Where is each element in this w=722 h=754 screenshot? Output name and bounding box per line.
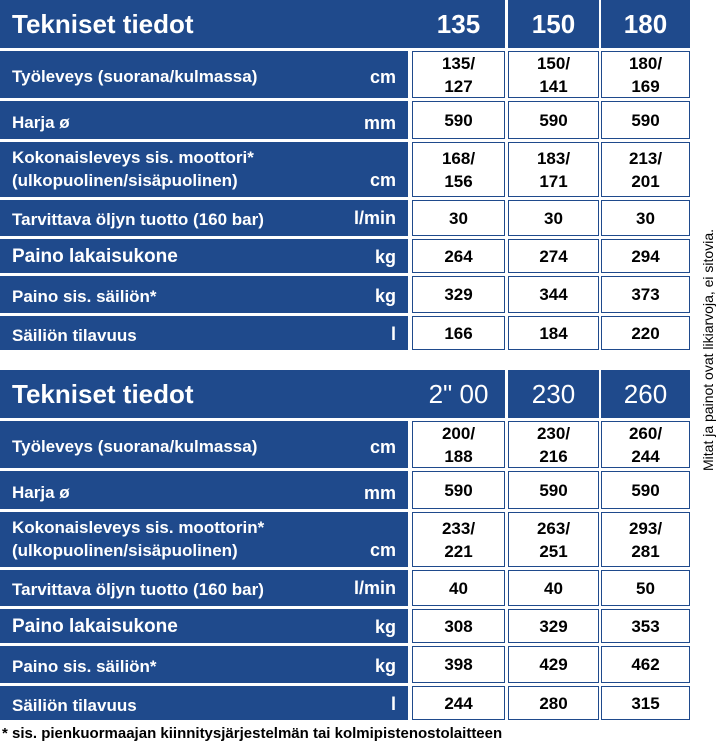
row-label-cell	[0, 142, 408, 197]
row-unit: mm	[363, 113, 396, 133]
row-label	[12, 285, 157, 308]
value-text: 156	[444, 171, 473, 191]
value-text: 251	[539, 541, 568, 561]
value-text: 344	[539, 285, 568, 304]
row-label-text: Työleveys	[12, 67, 93, 86]
row-label-cell	[0, 51, 408, 98]
value-text: 233/	[441, 518, 476, 538]
model-header: 180	[601, 0, 690, 48]
spec-row	[0, 142, 690, 197]
row-label-cell	[0, 570, 408, 606]
value-cell	[508, 471, 599, 509]
value-cell	[412, 471, 505, 509]
row-unit: kg	[374, 656, 396, 676]
spec-row	[0, 200, 690, 236]
row-label-text: Paino lakaisukone	[12, 616, 178, 637]
row-label	[12, 111, 70, 134]
value-text: 329	[444, 285, 473, 304]
value-cell	[601, 239, 690, 273]
table-title: Tekniset tiedot	[0, 0, 420, 48]
value-cell	[412, 609, 505, 643]
value-text: 169	[631, 76, 660, 96]
row-unit: kg	[374, 247, 396, 267]
row-unit: cm	[369, 170, 396, 190]
row-unit: kg	[374, 286, 396, 306]
value-cell	[508, 421, 599, 468]
value-cell	[412, 512, 505, 567]
value-cell	[412, 570, 505, 606]
row-label-text: Säiliön tilavuus	[12, 326, 137, 345]
value-text: 590	[444, 110, 473, 130]
value-cell	[508, 276, 599, 313]
value-text: 462	[631, 655, 660, 674]
row-label-cell	[0, 686, 408, 720]
row-label-line2: (ulkopuolinen/sisäpuolinen)	[12, 171, 238, 190]
value-cell	[601, 570, 690, 606]
row-unit: cm	[369, 437, 396, 457]
row-unit: mm	[363, 483, 396, 503]
value-cell	[412, 276, 505, 313]
row-label-cell	[0, 471, 408, 509]
row-unit: cm	[369, 540, 396, 560]
value-text: 180/	[628, 53, 663, 73]
value-text: 260/	[628, 423, 663, 443]
row-label	[12, 694, 137, 717]
value-text: 183/	[536, 148, 571, 168]
row-label-text: Kokonaisleveys sis. moottorin*	[12, 518, 265, 537]
row-label-cell	[0, 276, 408, 313]
row-label	[12, 208, 264, 231]
row-label-cell	[0, 421, 408, 468]
row-label-text: Työleveys	[12, 437, 93, 456]
value-text: 40	[544, 578, 563, 598]
value-cell	[508, 646, 599, 683]
row-label-cell	[0, 239, 408, 273]
value-text: 221	[444, 541, 473, 561]
row-label-cell	[0, 316, 408, 350]
value-text: 293/	[628, 518, 663, 538]
value-cell	[412, 686, 505, 720]
value-cell	[508, 101, 599, 139]
row-label	[12, 615, 178, 638]
value-text: 40	[449, 578, 468, 598]
value-text: 30	[449, 208, 468, 228]
row-unit: cm	[369, 67, 396, 87]
value-cell	[601, 51, 690, 98]
value-text: 398	[444, 655, 473, 674]
row-label	[12, 516, 264, 562]
row-label	[12, 245, 178, 268]
value-text: 168/	[441, 148, 476, 168]
value-cell	[601, 609, 690, 643]
spec-row	[0, 421, 690, 468]
model-header: 150	[508, 0, 599, 48]
value-text: 244	[631, 446, 660, 466]
row-label-text: Paino lakaisukone	[12, 246, 178, 267]
row-label-text: Säiliön tilavuus	[12, 696, 137, 715]
value-cell	[412, 421, 505, 468]
header-row	[0, 0, 690, 48]
value-text: 590	[539, 110, 568, 130]
value-cell	[508, 200, 599, 236]
value-text: 220	[631, 323, 660, 343]
row-label	[12, 65, 257, 88]
row-label-sub: (160 bar)	[193, 210, 264, 229]
value-cell	[412, 239, 505, 273]
value-cell	[412, 200, 505, 236]
value-text: 590	[444, 480, 473, 500]
value-text: 184	[539, 323, 568, 343]
value-cell	[508, 142, 599, 197]
value-cell	[508, 570, 599, 606]
value-cell	[601, 421, 690, 468]
value-text: 294	[631, 246, 660, 266]
spec-row	[0, 512, 690, 567]
value-text: 264	[444, 246, 473, 266]
value-cell	[601, 512, 690, 567]
value-text: 200/	[441, 423, 476, 443]
header-row	[0, 370, 690, 418]
value-text: 590	[539, 480, 568, 500]
value-text: 280	[539, 693, 568, 713]
value-text: 150/	[536, 53, 571, 73]
value-text: 244	[444, 693, 473, 713]
spec-row	[0, 609, 690, 643]
value-text: 353	[631, 616, 660, 636]
value-text: 50	[636, 578, 655, 598]
row-label	[12, 481, 70, 504]
row-unit: l	[390, 694, 396, 714]
value-text: 308	[444, 616, 473, 636]
row-label-sub: (suorana/kulmassa)	[97, 437, 258, 456]
value-cell	[412, 316, 505, 350]
value-cell	[508, 512, 599, 567]
value-cell	[601, 646, 690, 683]
value-cell	[508, 51, 599, 98]
value-text: 127	[444, 76, 473, 96]
value-cell	[412, 101, 505, 139]
value-text: 281	[631, 541, 660, 561]
model-header: 135	[412, 0, 505, 48]
value-text: 213/	[628, 148, 663, 168]
model-header: 230	[508, 370, 599, 418]
row-label	[12, 435, 257, 458]
row-label-text: Tarvittava öljyn tuotto	[12, 210, 189, 229]
value-text: 135/	[441, 53, 476, 73]
row-label-text: Paino sis. säiliön*	[12, 657, 157, 676]
model-header: 260	[601, 370, 690, 418]
value-cell	[601, 471, 690, 509]
spec-row	[0, 646, 690, 683]
row-label-text: Kokonaisleveys sis. moottori*	[12, 148, 254, 167]
spec-row	[0, 276, 690, 313]
spec-row	[0, 316, 690, 350]
value-text: 201	[631, 171, 660, 191]
value-text: 315	[631, 693, 660, 713]
footnote: * sis. pienkuormaajan kiinnitysjärjestelmän tai kolmipistenostolaitteen	[2, 725, 503, 742]
value-text: 141	[539, 76, 568, 96]
value-cell	[601, 316, 690, 350]
value-text: 216	[539, 446, 568, 466]
value-text: 188	[444, 446, 473, 466]
value-cell	[508, 686, 599, 720]
row-label	[12, 578, 264, 601]
row-label-cell	[0, 101, 408, 139]
value-text: 274	[539, 246, 568, 266]
value-cell	[601, 200, 690, 236]
value-cell	[601, 142, 690, 197]
value-cell	[601, 101, 690, 139]
value-text: 166	[444, 323, 473, 343]
model-header: 2" 00	[412, 370, 505, 418]
row-label-text: Harja ø	[12, 483, 70, 502]
row-label-sub: (suorana/kulmassa)	[97, 67, 258, 86]
side-note-text: Mitat ja painot ovat likiarvoja, ei sitovia.	[700, 229, 716, 471]
value-text: 590	[631, 110, 660, 130]
row-unit: l/min	[353, 578, 396, 598]
value-text: 329	[539, 616, 568, 636]
side-note	[698, 205, 718, 495]
value-cell	[412, 646, 505, 683]
value-text: 230/	[536, 423, 571, 443]
value-text: 590	[631, 480, 660, 500]
row-label-line2: (ulkopuolinen/sisäpuolinen)	[12, 541, 238, 560]
spec-row	[0, 51, 690, 98]
row-label-sub: (160 bar)	[193, 580, 264, 599]
row-label-cell	[0, 200, 408, 236]
row-label-text: Tarvittava öljyn tuotto	[12, 580, 189, 599]
row-label-cell	[0, 512, 408, 567]
row-unit: kg	[374, 617, 396, 637]
value-text: 30	[636, 208, 655, 228]
value-text: 429	[539, 655, 568, 674]
value-cell	[508, 316, 599, 350]
spec-row	[0, 570, 690, 606]
row-label-text: Harja ø	[12, 113, 70, 132]
value-text: 263/	[536, 518, 571, 538]
value-text: 171	[539, 171, 568, 191]
value-text: 373	[631, 285, 660, 304]
value-text: 30	[544, 208, 563, 228]
row-label-cell	[0, 609, 408, 643]
value-cell	[412, 142, 505, 197]
value-cell	[508, 609, 599, 643]
spec-row	[0, 686, 690, 720]
value-cell	[508, 239, 599, 273]
row-label-text: Paino sis. säiliön*	[12, 287, 157, 306]
row-label	[12, 655, 157, 678]
row-label	[12, 324, 137, 347]
spec-row	[0, 101, 690, 139]
spec-row	[0, 239, 690, 273]
row-unit: l/min	[353, 208, 396, 228]
spec-row	[0, 471, 690, 509]
row-label	[12, 146, 254, 192]
value-cell	[601, 686, 690, 720]
value-cell	[412, 51, 505, 98]
row-unit: l	[390, 324, 396, 344]
table-title: Tekniset tiedot	[0, 370, 420, 418]
value-cell	[601, 276, 690, 313]
row-label-cell	[0, 646, 408, 683]
